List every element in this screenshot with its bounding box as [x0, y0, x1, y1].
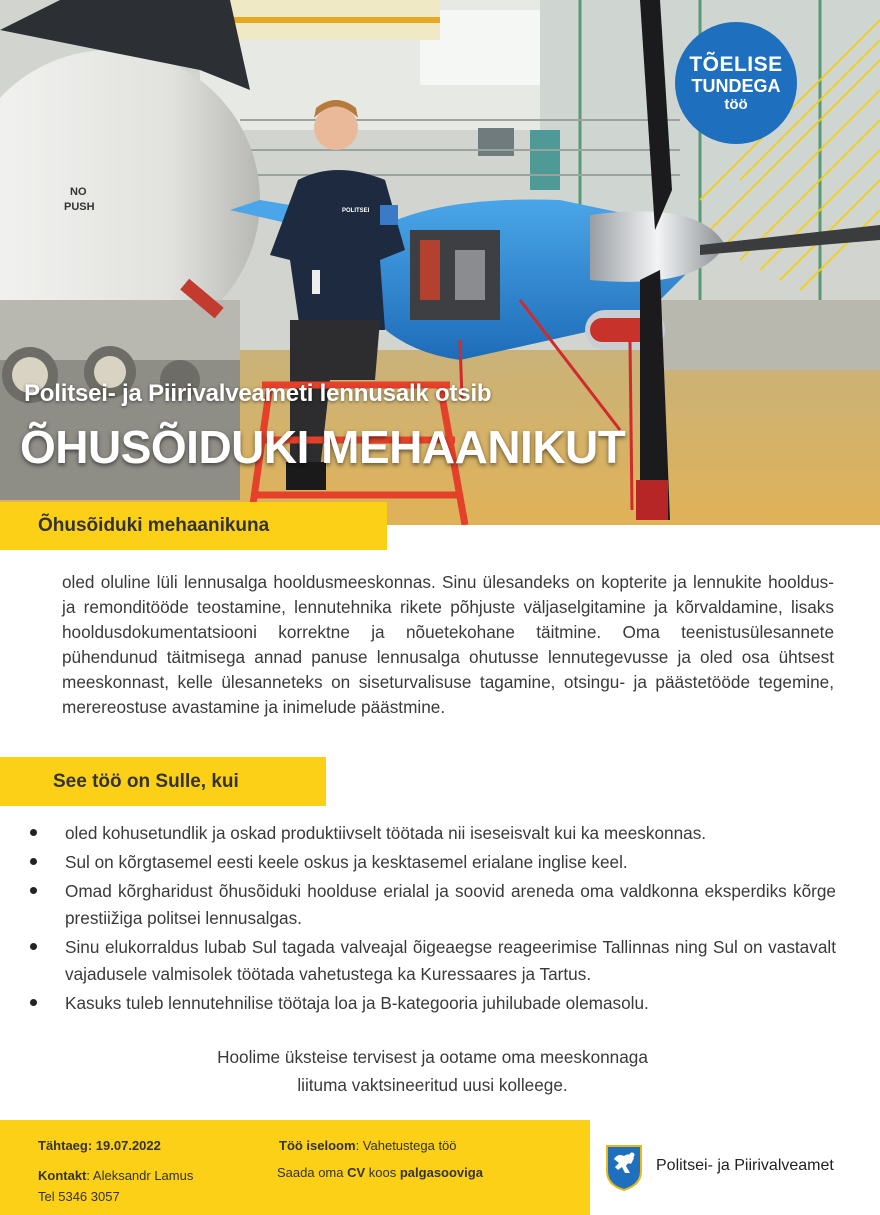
bullet-icon	[30, 943, 37, 950]
deadline-value: 19.07.2022	[95, 1138, 161, 1153]
hero-photo	[0, 0, 880, 525]
police-crest-icon	[604, 1143, 644, 1191]
cv-middle: koos	[365, 1165, 400, 1180]
badge-line2: TUNDEGA	[691, 76, 781, 96]
campaign-badge	[675, 22, 797, 144]
plane-marking-line2: PUSH	[64, 201, 95, 213]
cv-prefix: Saada oma	[277, 1165, 348, 1180]
deadline-label: Tähtaeg	[38, 1138, 88, 1153]
list-item	[30, 820, 836, 847]
deadline: Tähtaeg: 19.07.2022	[38, 1138, 161, 1153]
job-nature-label: Töö iseloom	[279, 1138, 356, 1153]
list-item-text: Sinu elukorraldus lubab Sul tagada valveajal õigeaegse reageerimise Tallinnas ning Sul on vastavalt vajadusele valmisolek töötada vahetustega ka Kuressaares ja Tartus.	[65, 937, 836, 984]
bullet-icon	[30, 999, 37, 1006]
hero-title: ÕHUSÕIDUKI MEHAANIKUT	[20, 421, 626, 473]
cv-end: palgasooviga	[399, 1165, 483, 1180]
uniform-label: POLITSEI	[342, 208, 370, 214]
contact: Kontakt: Aleksandr Lamus	[38, 1168, 194, 1183]
cv-instruction	[277, 1165, 483, 1180]
bullet-icon	[30, 829, 37, 836]
agency-name: Politsei- ja Piirivalveamet	[656, 1157, 834, 1174]
role-description: oled oluline lüli lennusalga hooldusmeeskonnas. Sinu ülesandeks on kopterite ja lennukite hooldus- ja remonditööde teostamine, lennutehnika rikete põhjuste väljaselgitamine ja kõrvaldamine, lisaks hooldusdokumentatsiooni korrektne ja nõuetekohane täitmine. Oma teenistusülesannete pühendunud täitmisega annad panuse lennusalga ohutusse lennutegevusse ja oled osa ühtsest meeskonnast, kelle ülesanneteks on siseturvalisuse tagamine, otsingu- ja päästetööde tegemine, merereostuse avastamine ja inimelude päästmine.	[62, 572, 834, 717]
bullet-icon	[30, 858, 37, 865]
list-item-text: Omad kõrgharidust õhusõiduki hoolduse erialal ja soovid areneda oma valdkonna eksperdiks kõrge prestiižiga politsei lennusalgas.	[65, 881, 836, 928]
closing-line1: Hoolime üksteise tervisest ja ootame oma meeskonnaga	[217, 1047, 648, 1067]
badge-line1: TÕELISE	[689, 53, 783, 76]
list-item	[30, 878, 836, 932]
hero-subtitle: Politsei- ja Piirivalveameti lennusalk otsib	[24, 380, 492, 407]
closing-message	[150, 1043, 715, 1099]
requirements-list	[30, 820, 836, 1019]
badge-line3: töö	[724, 96, 748, 113]
list-item-text: oled kohusetundlik ja oskad produktiivselt töötada nii iseseisvalt kui ka meeskonnas.	[65, 823, 707, 843]
plane-marking-line1: NO	[70, 186, 87, 198]
closing-line2: liituma vaktsineeritud uusi kolleege.	[297, 1075, 568, 1095]
section-heading-role: Õhusõiduki mehaanikuna	[0, 502, 387, 550]
contact-name: Aleksandr Lamus	[92, 1168, 194, 1183]
section-heading-requirements: See töö on Sulle, kui	[0, 757, 326, 806]
cv-word: CV	[347, 1165, 366, 1180]
list-item	[30, 849, 836, 876]
list-item-text: Sul on kõrgtasemel eesti keele oskus ja kesktasemel erialane inglise keel.	[65, 852, 628, 872]
list-item	[30, 990, 836, 1017]
ppa-logo	[604, 1143, 874, 1193]
list-item	[30, 934, 836, 988]
contact-phone: Tel 5346 3057	[38, 1189, 120, 1204]
list-item-text: Kasuks tuleb lennutehnilise töötaja loa ja B-kategooria juhilubade olemasolu.	[65, 993, 649, 1013]
footer-info-box	[0, 1120, 590, 1215]
job-nature-value: Vahetustega töö	[362, 1138, 457, 1153]
contact-label: Kontakt	[38, 1168, 87, 1183]
bullet-icon	[30, 887, 37, 894]
job-nature: Töö iseloom: Vahetustega töö	[279, 1138, 457, 1153]
